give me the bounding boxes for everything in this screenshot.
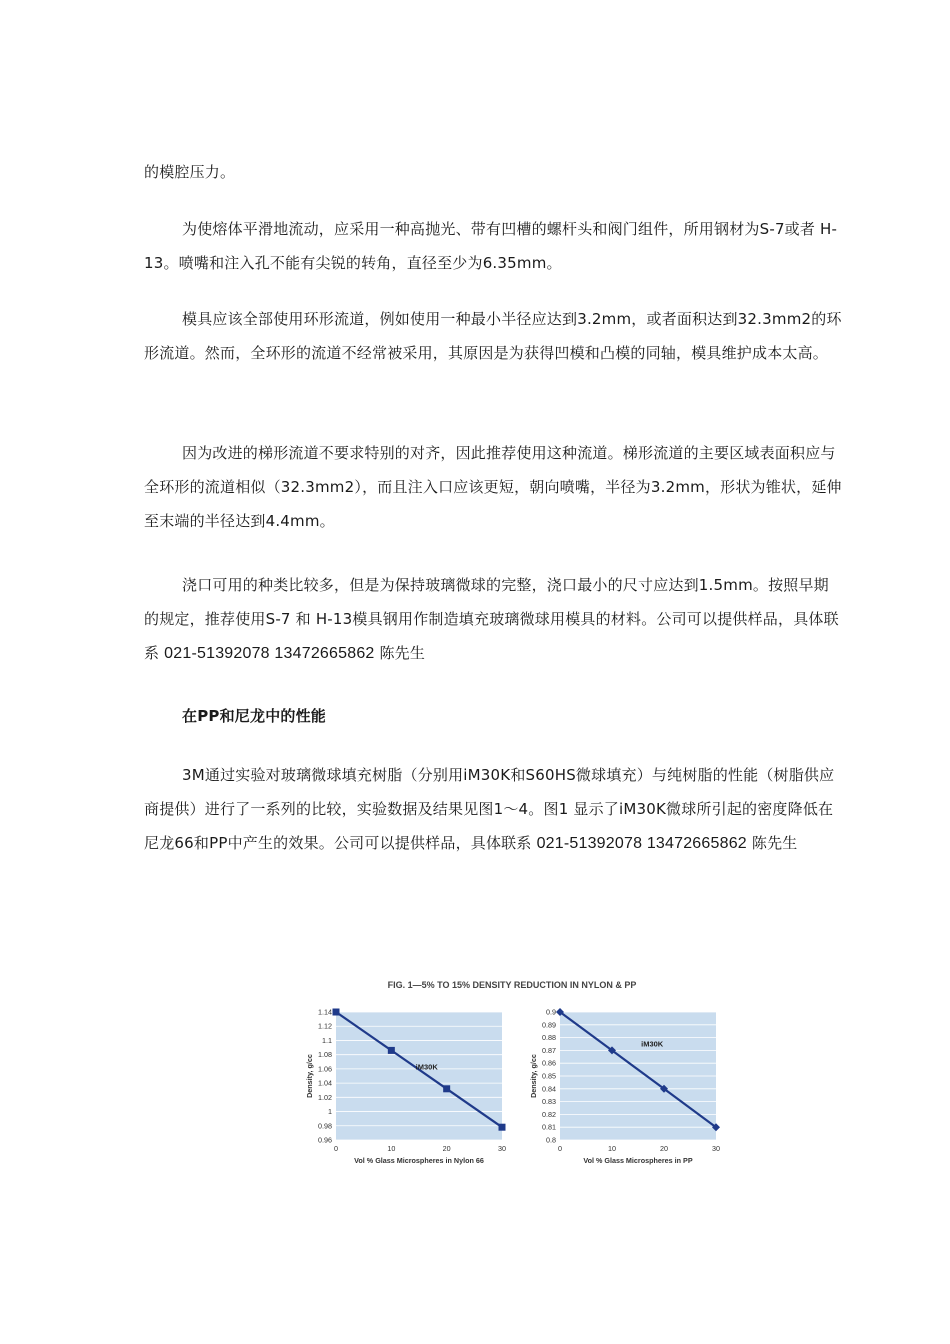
figure-title: FIG. 1—5% TO 15% DENSITY REDUCTION IN NYLON & PP: [387, 980, 637, 990]
paragraph-2: 模具应该全部使用环形流道，例如使用一种最小半径应达到3.2mm，或者面积达到32.3mm2的环形流道。然而，全环形的流道不经常被采用，其原因是为获得凹模和凸模的同轴，模具维护成本太高。: [144, 310, 842, 362]
x-axis-label: Vol % Glass Microspheres in Nylon 66: [354, 1156, 484, 1165]
paragraph-1: 为使熔体平滑地流动，应采用一种高抛光、带有凹槽的螺杆头和阀门组件，所用钢材为S-7或者 H-13。喷嘴和注入孔不能有尖锐的转角，直径至少为6.35mm。: [144, 220, 838, 272]
y-axis-label: Density, g/cc: [305, 1054, 314, 1098]
data-point: [499, 1124, 506, 1131]
y-tick-label: 1.12: [318, 1021, 332, 1031]
chart-nylon: [305, 1008, 506, 1166]
x-tick-label: 30: [712, 1144, 720, 1153]
y-tick-label: 0.96: [318, 1135, 332, 1145]
paragraph-5: [144, 758, 844, 861]
chart-pp: [529, 1008, 720, 1166]
x-tick-label: 10: [608, 1144, 616, 1153]
y-tick-label: 0.85: [542, 1071, 556, 1081]
y-tick-label: 0.87: [542, 1045, 556, 1055]
x-tick-label: 10: [387, 1144, 396, 1153]
y-tick-label: 0.84: [542, 1084, 556, 1094]
y-tick-label: 1.06: [318, 1064, 332, 1074]
y-tick-label: 1.1: [322, 1035, 332, 1045]
contact-name: 陈先生: [379, 644, 426, 662]
y-tick-label: 0.9: [546, 1007, 556, 1017]
paragraph-0: 的模腔压力。: [144, 163, 236, 181]
y-tick-label: 0.89: [542, 1020, 556, 1030]
contact-name: 陈先生: [751, 834, 798, 852]
y-axis-label: Density, g/cc: [529, 1054, 538, 1098]
x-tick-label: 0: [334, 1144, 338, 1153]
data-point: [388, 1047, 395, 1054]
y-tick-label: 0.98: [318, 1121, 332, 1131]
y-tick-label: 1: [328, 1107, 332, 1117]
y-tick-label: 1.02: [318, 1092, 332, 1102]
figure-1: [296, 972, 728, 1182]
figure-1-svg: [296, 972, 728, 1182]
paragraph-3: 因为改进的梯形流道不要求特别的对齐，因此推荐使用这种流道。梯形流道的主要区域表面积应与全环形的流道相似（32.3mm2），而且注入口应该更短，朝向喷嘴，半径为3.2mm，形状为锥状，延伸至末端的半径达到4.4mm。: [144, 444, 842, 530]
plot-area: [336, 1012, 502, 1140]
y-tick-label: 0.83: [542, 1097, 556, 1107]
x-tick-label: 20: [442, 1144, 451, 1153]
y-tick-label: 0.81: [542, 1122, 556, 1132]
paragraph-5-text: 3M通过实验对玻璃微球填充树脂（分别用iM30K和S60HS微球填充）与纯树脂的性能（树脂供应商提供）进行了一系列的比较，实验数据及结果见图1～4。图1 显示了iM30K微球所引起的密度降低在尼龙66和PP中产生的效果。公司可以提供样品，具体联系: [144, 766, 835, 852]
series-label: iM30K: [641, 1039, 664, 1049]
y-tick-label: 0.88: [542, 1033, 556, 1043]
section-heading: 在PP和尼龙中的性能: [182, 707, 326, 725]
y-tick-label: 1.04: [318, 1078, 332, 1088]
data-point: [333, 1009, 340, 1016]
y-tick-label: 1.14: [318, 1007, 332, 1017]
x-tick-label: 20: [660, 1144, 668, 1153]
paragraph-4-text: 浇口可用的种类比较多，但是为保持玻璃微球的完整，浇口最小的尺寸应达到1.5mm。按照早期的规定，推荐使用S-7 和 H-13模具钢用作制造填充玻璃微球用模具的材料。公司可以提供样品，具体联系: [144, 576, 839, 662]
series-label: iM30K: [415, 1062, 438, 1072]
contact-phone: 021-51392078 13472665862: [536, 835, 747, 852]
paragraph-4: [144, 568, 844, 671]
contact-phone: 021-51392078 13472665862: [164, 645, 375, 662]
x-tick-label: 0: [558, 1144, 562, 1153]
x-axis-label: Vol % Glass Microspheres in PP: [583, 1156, 693, 1165]
x-tick-label: 30: [498, 1144, 506, 1153]
data-point: [443, 1085, 450, 1092]
y-tick-label: 0.8: [546, 1135, 556, 1145]
y-tick-label: 1.08: [318, 1050, 332, 1060]
y-tick-label: 0.82: [542, 1109, 556, 1119]
y-tick-label: 0.86: [542, 1058, 556, 1068]
